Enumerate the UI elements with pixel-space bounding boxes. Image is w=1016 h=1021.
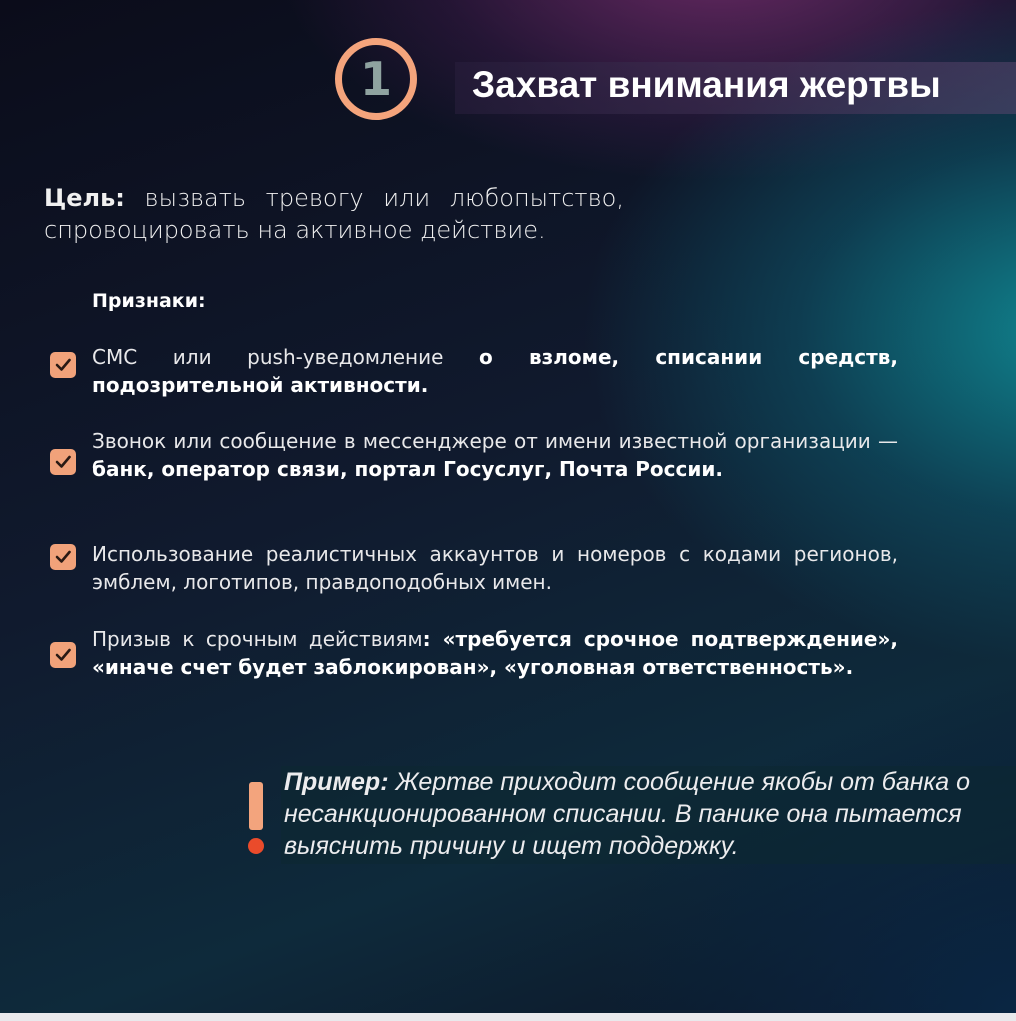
goal-line-1 — [44, 182, 744, 214]
signs-heading: Признаки: — [92, 290, 206, 312]
exclamation-dot-icon — [248, 838, 264, 854]
example-text — [284, 766, 1012, 862]
sign-item-1 — [92, 343, 898, 399]
example-label: Пример: — [284, 768, 389, 796]
sign-item-4 — [92, 625, 898, 681]
sign-item-1-bold: о взломе, списании средств, подозрительной активности. — [92, 345, 898, 397]
sign-item-2-text: Звонок или сообщение в мессенджере от имени известной организации — — [92, 429, 898, 453]
check-icon — [50, 449, 76, 475]
sign-item-3-text: Использование реалистичных аккаунтов и номеров с кодами регионов, эмблем, логотипов, правдоподобных имен. — [92, 542, 898, 594]
exclamation-icon — [249, 782, 263, 830]
bottom-strip — [0, 1013, 1016, 1021]
goal-line-1-text: вызвать тревогу или любопытство, — [144, 184, 624, 212]
sign-item-4-text: Призыв к срочным действиям — [92, 627, 423, 651]
page-title: Захват внимания жертвы — [472, 64, 941, 105]
goal-text — [44, 182, 744, 246]
sign-item-2 — [92, 427, 898, 483]
example-body: Жертве приходит сообщение якобы от банка о несанкционированном списании. В панике она пытается выяснить причину и ищет поддержку. — [284, 768, 971, 860]
check-icon — [50, 352, 76, 378]
sign-item-1-text: СМС или push-уведомление — [92, 345, 479, 369]
sign-item-3 — [92, 540, 898, 596]
goal-line-2: спровоцировать на активное действие. — [44, 216, 546, 244]
sign-item-2-bold: банк, оператор связи, портал Госуслуг, Почта России. — [92, 457, 724, 481]
sign-item-4-bold: : «требуется срочное подтверждение», «иначе счет будет заблокирован», «уголовная ответственность». — [92, 627, 898, 679]
step-number-badge — [335, 38, 417, 120]
goal-label: Цель: — [44, 184, 125, 212]
check-icon — [50, 642, 76, 668]
step-number: 1 — [359, 52, 392, 106]
check-icon — [50, 544, 76, 570]
